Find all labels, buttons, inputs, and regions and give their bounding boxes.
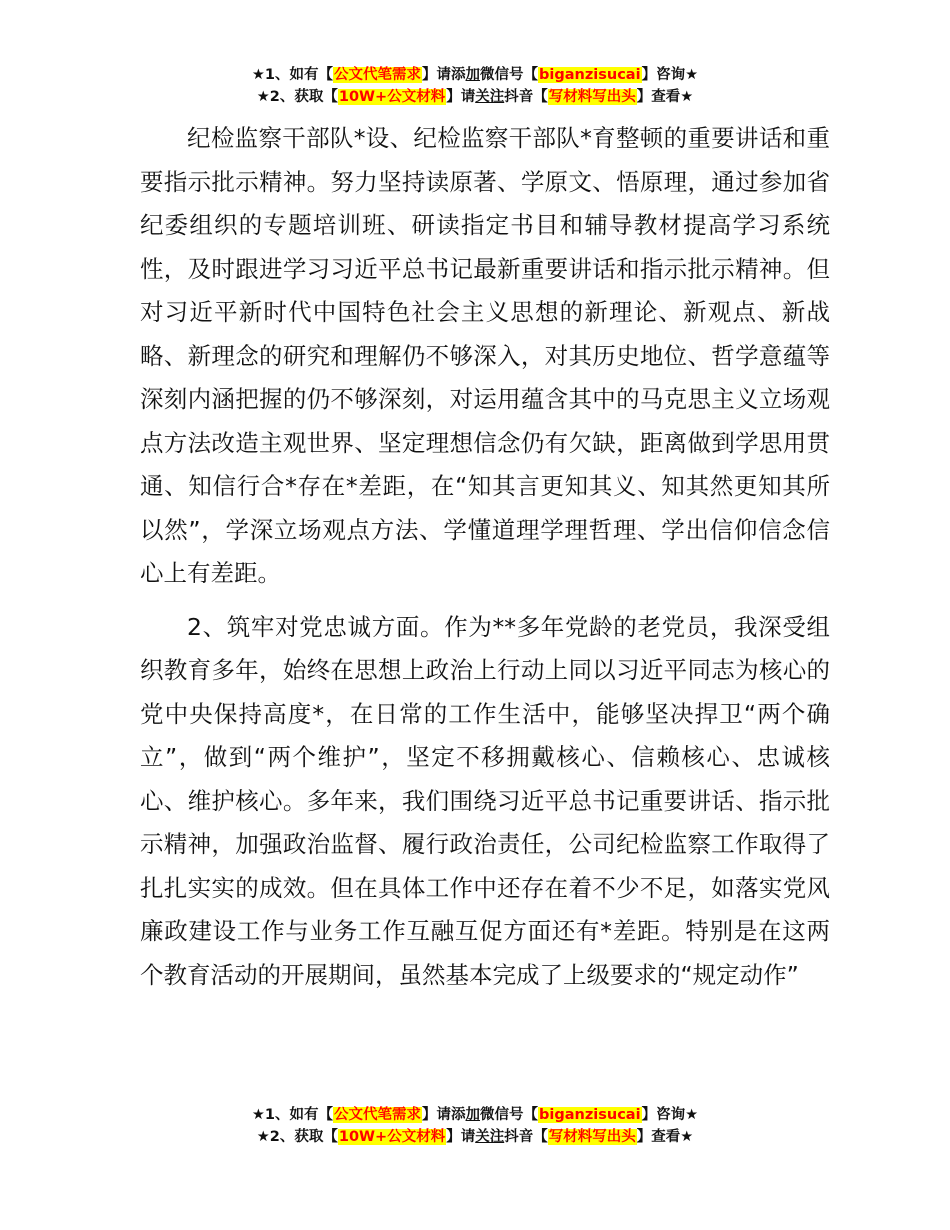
- banner-line-2: [0, 86, 950, 108]
- banner-line-2: [0, 1126, 950, 1148]
- banner-underlined: 加: [465, 67, 481, 83]
- banner-line-1: [0, 1104, 950, 1126]
- banner-text: 】咨询★: [641, 67, 699, 83]
- banner-text: 微信号【: [480, 1107, 539, 1123]
- banner-text: 】查看★: [636, 1129, 694, 1145]
- banner-text: 抖音【: [504, 1129, 548, 1145]
- banner-line-1: [0, 64, 950, 86]
- footer-banner: [0, 1104, 950, 1148]
- paragraph: 2、筑牢对党忠诚方面。作为**多年党龄的老党员，我深受组织教育多年，始终在思想上政治上行动上同以习近平同志为核心的党中央保持高度*，在日常的工作生活中，能够坚决捍卫“两个确立”，做到“两个维护”，坚定不移拥戴核心、信赖核心、忠诚核心、维护核心。多年来，我们围绕习近平总书记重要讲话、指示批示精神，加强政治监督、履行政治责任，公司纪检监察工作取得了扎扎实实的成效。但在具体工作中还存在着不少不足，如落实党风廉政建设工作与业务工作互融互促方面还有*差距。特别是在这两个教育活动的开展期间，虽然基本完成了上级要求的“规定动作”: [140, 612, 830, 989]
- highlight-wechat-id: biganzisucai: [539, 1107, 641, 1123]
- banner-text: 微信号【: [480, 67, 539, 83]
- highlight-service: 公文代笔需求: [334, 67, 422, 83]
- highlight-douyin: 写材料写出头: [548, 89, 636, 105]
- highlight-service: 公文代笔需求: [334, 1107, 422, 1123]
- banner-text: ★2、获取【: [256, 89, 338, 105]
- banner-text: 】查看★: [636, 89, 694, 105]
- banner-text: 】请添: [422, 1107, 466, 1123]
- banner-underlined: 关注: [475, 1129, 505, 1145]
- highlight-materials: 10W+公文材料: [338, 1129, 446, 1145]
- banner-text: 】请: [446, 1129, 476, 1145]
- highlight-douyin: 写材料写出头: [548, 1129, 636, 1145]
- highlight-wechat-id: biganzisucai: [539, 67, 641, 83]
- highlight-materials: 10W+公文材料: [338, 89, 446, 105]
- banner-text: ★2、获取【: [256, 1129, 338, 1145]
- banner-underlined: 加: [465, 1107, 481, 1123]
- banner-text: 】请: [446, 89, 476, 105]
- paragraph: 纪检监察干部队*设、纪检监察干部队*育整顿的重要讲话和重要指示批示精神。努力坚持读原著、学原文、悟原理，通过参加省纪委组织的专题培训班、研读指定书目和辅导教材提高学习系统性，及时跟进学习习近平总书记最新重要讲话和指示批示精神。但对习近平新时代中国特色社会主义思想的新理论、新观点、新战略、新理念的研究和理解仍不够深入，对其历史地位、哲学意蕴等深刻内涵把握的仍不够深刻，对运用蕴含其中的马克思主义立场观点方法改造主观世界、坚定理想信念仍有欠缺，距离做到学思用贯通、知信行合*存在*差距，在“知其言更知其义、知其然更知其所以然”，学深立场观点方法、学懂道理学理哲理、学出信仰信念信心上有差距。: [140, 124, 830, 587]
- header-banner: [0, 64, 950, 108]
- banner-text: 】请添: [422, 67, 466, 83]
- document-body: [140, 117, 830, 997]
- banner-text: 抖音【: [504, 89, 548, 105]
- banner-text: ★1、如有【: [251, 1107, 334, 1123]
- banner-text: ★1、如有【: [251, 67, 334, 83]
- banner-text: 】咨询★: [641, 1107, 699, 1123]
- banner-underlined: 关注: [475, 89, 505, 105]
